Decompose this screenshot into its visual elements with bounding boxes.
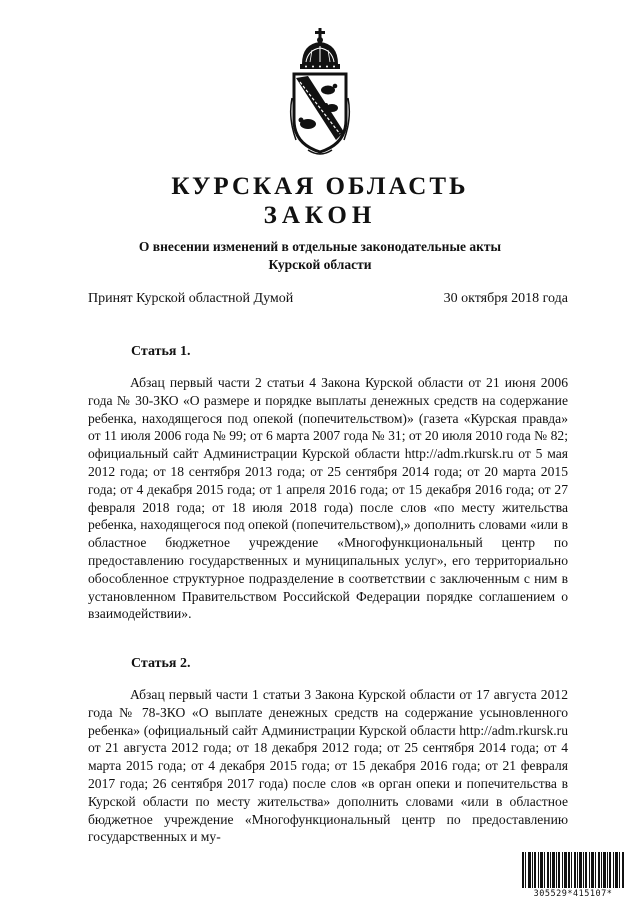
region-title: КУРСКАЯ ОБЛАСТЬ — [171, 173, 469, 200]
barcode-icon — [521, 852, 625, 888]
subtitle-line-2: Курской области — [268, 257, 372, 272]
adopted-by: Принят Курской областной Думой — [88, 291, 294, 306]
subtitle-line-1: О внесении изменений в отдельные законодательные акты — [138, 239, 502, 254]
document-type-title: ЗАКОН — [263, 202, 377, 229]
barcode-number: 305529*415107* — [533, 889, 613, 899]
kursk-coat-of-arms-icon — [288, 28, 352, 158]
adoption-date: 30 октября 2018 года — [443, 291, 568, 306]
adoption-line — [88, 290, 568, 308]
law-subtitle — [60, 238, 580, 274]
article-2-text: Абзац первый части 1 статьи 3 Закона Курской области от 17 августа 2012 года № 78-ЗКО «О выплате денежных средств на содержание усыновленного ребенка» (официальный сайт Администрации Курской области http://adm.rkursk.ru от 21 августа 2012 года; от 18 декабря 2012 года; от 25 сентября 2014 года; от 4 марта 2015 года; от 4 декабря 2015 года; от 15 декабря 2016 года; от 21 февраля 2017 года; 26 сентября 2017 года) после слов «в орган опеки и попечительства в Курской области по месту жительства» дополнить словами «или в областное бюджетное учреждение «Многофункциональный центр по предоставлению государственных и му- — [88, 687, 568, 845]
article-1-text: Абзац первый части 2 статьи 4 Закона Курской области от 21 июня 2006 года № 30-ЗКО «О размере и порядке выплаты денежных средств на содержание ребенка, находящегося под опекой (попечительством)» (газета «Курская правда» от 11 июля 2006 года № 99; от 6 марта 2007 года № 31; от 20 июля 2010 года № 82; официальный сайт Администрации Курской области http://adm.rkursk.ru от 5 мая 2012 года; от 18 сентября 2013 года; от 25 сентября 2014 года; от 20 марта 2015 года; от 4 декабря 2015 года; от 1 апреля 2016 года; от 15 декабря 2016 года; от 27 февраля 2018 года; от 18 июля 2018 года) после слов «по месту жительства ребенка, находящегося под опекой (попечительством),» дополнить словами «или в областное бюджетное учреждение «Многофункциональный центр по предоставлению государственных и муниципальных услуг», его территориально обособленное структурное подразделение в соответствии с заключенным с ним в установленном Правительством Российской Федерации порядке соглашением о взаимодействии». — [88, 375, 568, 622]
barcode — [521, 852, 625, 900]
article-2-heading: Статья 2. — [131, 656, 191, 671]
article-1-heading: Статья 1. — [131, 344, 191, 359]
